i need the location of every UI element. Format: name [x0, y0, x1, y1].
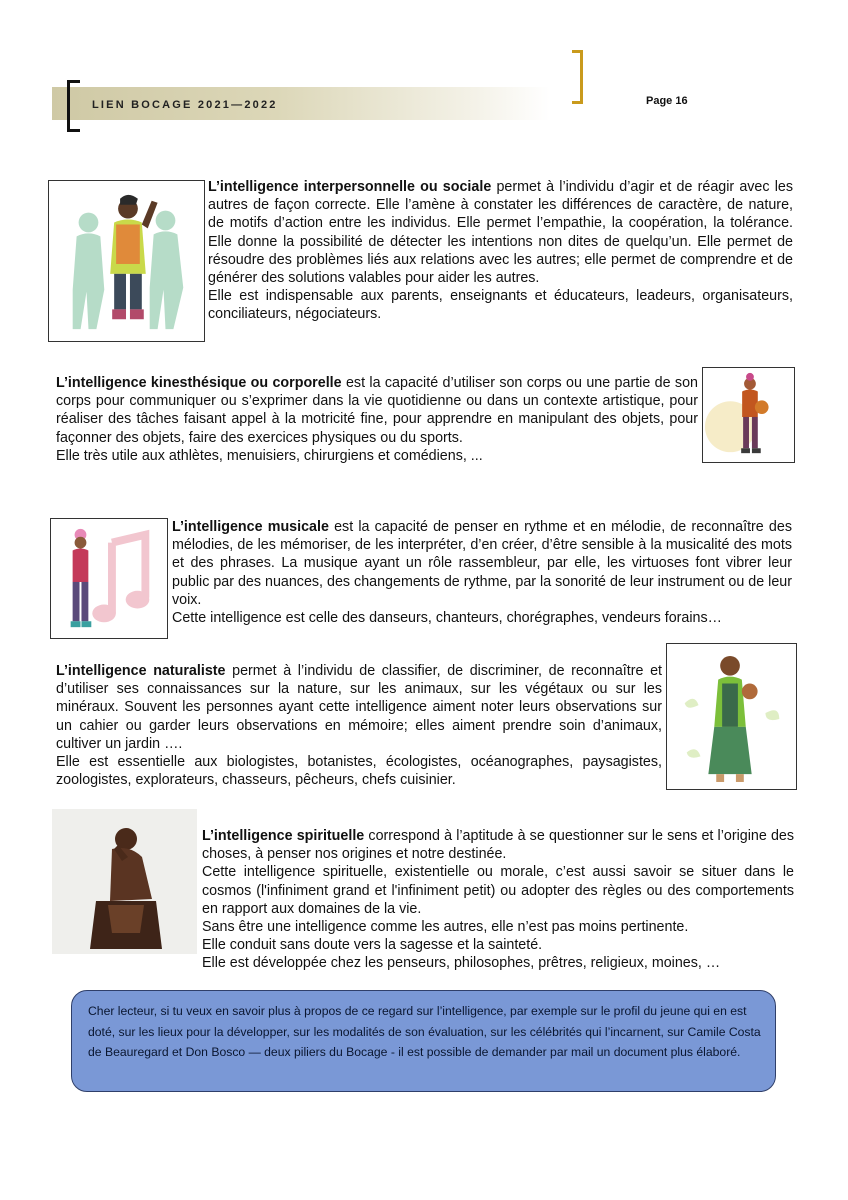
naturalist-body: permet à l’individu de classifier, de discriminer, de reconnaître et d’utiliser ses connaissances sur la nature, sur les animaux, sur les végétaux ou sur les minéraux. Souvent les personnes ayant cette intelligence aiment noter leurs observations sur un cahier ou garder leurs observations en mémoire; elles aiment prendre soin d’animaux, cultiver un jardin ….	[56, 663, 663, 752]
musical-body: est la capacité de penser en rythme et en mélodie, de reconnaître des mélodies, de les mémoriser, de les interpréter, d’en créer, d’être sensible à la musicalité des mots et des phrases. La musique ayant un rôle rassembleur, par elle, les virtuoses font vibrer leur public par des nuances, des changements de rythme, par la sonorité de leur instrument ou de leur voix.	[172, 519, 792, 608]
kinesthetic-title: L’intelligence kinesthésique ou corporelle	[56, 375, 342, 391]
musical-title: L’intelligence musicale	[172, 519, 329, 535]
header-left-bracket	[67, 80, 80, 132]
spiritual-line-3: Elle conduit sans doute vers la sagesse et la sainteté.	[202, 937, 543, 954]
spiritual-line-4: Elle est développée chez les penseurs, philosophes, prêtres, religieux, moines, …	[202, 955, 721, 972]
header-right-bracket	[572, 50, 583, 104]
naturalist-character-image	[667, 644, 796, 789]
naturalist-text	[56, 662, 662, 789]
kinesthetic-body: est la capacité d’utiliser son corps ou une partie de son corps pour communiquer ou s’exprimer dans la vie quotidienne ou dans un contexte artistique, pour réaliser des tâches faisant appel à la motricité fine, pour apprendre en manipulant des objets, pour façonner des objets, faire des exercices physiques ou du sports.	[56, 375, 698, 446]
musical-illustration	[50, 518, 168, 639]
interpersonal-illustration	[48, 180, 205, 342]
spiritual-text	[202, 827, 794, 973]
thinker-statue-image	[52, 809, 197, 954]
interpersonal-title: L’intelligence interpersonnelle ou sociale	[208, 179, 492, 195]
people-group-image	[49, 181, 204, 341]
spiritual-body: correspond à l’aptitude à se questionner sur le sens et l’origine des choses, à penser nos origines et notre destinée.	[202, 828, 795, 863]
athlete-image	[703, 368, 794, 462]
newsletter-title: LIEN BOCAGE 2021—2022	[92, 99, 278, 111]
naturalist-extra: Elle est essentielle aux biologistes, botanistes, écologistes, océanographes, paysagistes, zoologistes, explorateurs, chasseurs, pêcheurs, chefs cuisinier.	[56, 754, 662, 789]
interpersonal-body: permet à l’individu d’agir et de réagir avec les autres de façon correcte. Elle l’amène à constater les différences de caractère, de nature, de motifs d’action entre les individus. Elle permet l’empathie, la coopération, la tolérance. Elle donne la possibilité de détecter les intentions non dites de quelqu’un. Elle permet de résoudre des problèmes liés aux relations avec les autres; elle permet de comprendre et de générer des solutions valables pour aider les autres.	[208, 179, 793, 287]
page-number: Page 16	[646, 95, 688, 107]
naturalist-illustration	[666, 643, 797, 790]
kinesthetic-extra: Elle très utile aux athlètes, menuisiers, chirurgiens et comédiens, ...	[56, 447, 483, 464]
interpersonal-extra: Elle est indispensable aux parents, enseignants et éducateurs, leadeurs, organisateurs, conciliateurs, négociateurs.	[208, 288, 793, 323]
spiritual-title: L’intelligence spirituelle	[202, 828, 365, 844]
dancer-image	[51, 519, 167, 638]
kinesthetic-illustration	[702, 367, 795, 463]
musical-text	[172, 518, 792, 627]
spiritual-illustration	[52, 809, 197, 954]
naturalist-title: L’intelligence naturaliste	[56, 663, 226, 679]
reader-callout: Cher lecteur, si tu veux en savoir plus à propos de ce regard sur l’intelligence, par exemple sur le profil du jeune qui en est doté, sur les lieux pour la développer, sur les modalités de son évaluation, sur les célébrités qui l’incarnent, sur Camile Costa de Beauregard et Don Bosco — deux piliers du Bocage - il est possible de demander par mail un document plus élaboré.	[71, 990, 776, 1092]
interpersonal-text	[208, 178, 793, 324]
spiritual-line-2: Sans être une intelligence comme les autres, elle n’est pas moins pertinente.	[202, 919, 689, 936]
spiritual-line-1: Cette intelligence spirituelle, existentielle ou morale, c’est aussi savoir se situer dans le cosmos (l'infiniment grand et l'infiniment petit) ou adopter des règles ou des comportements en rapport aux domaines de la vie.	[202, 864, 794, 917]
kinesthetic-text	[56, 374, 698, 465]
musical-extra: Cette intelligence est celle des danseurs, chanteurs, chorégraphes, vendeurs forains…	[172, 610, 722, 627]
